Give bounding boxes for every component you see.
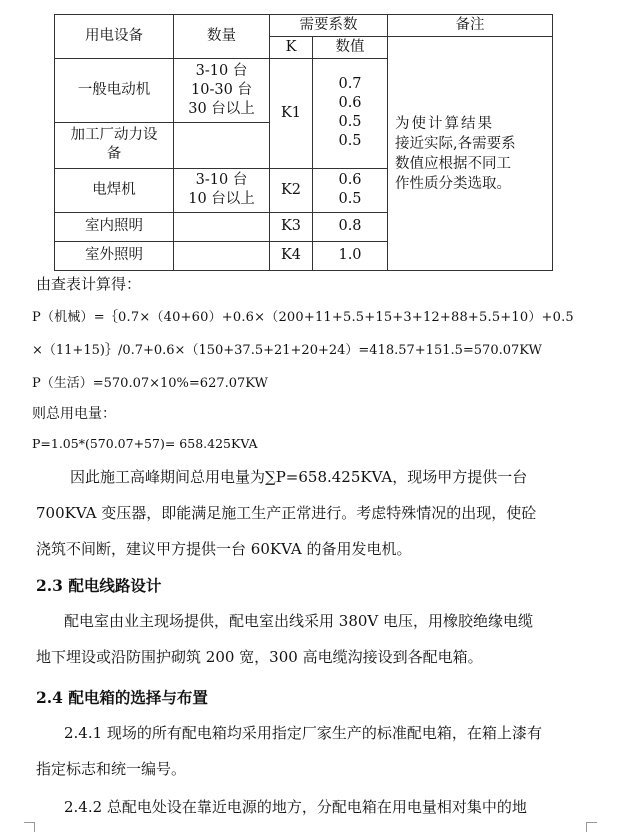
equipment-cell: 室内照明 <box>55 212 174 241</box>
k-cell: K2 <box>270 168 313 212</box>
header-remark: 备注 <box>388 15 553 37</box>
section-2-3-paragraph: 配电室由业主现场提供，配电室出线采用 380V 电压，用橡胶绝缘电缆 地下埋设或沿防围护砌筑 200 宽，300 高电缆沟接设到各配电箱。 <box>36 612 534 666</box>
k-cell: K1 <box>270 59 313 168</box>
quantity-cell <box>174 241 270 270</box>
p-mechanical-line-1: P（机械）=｛0.7×（40+60）+0.6×（200+11+5.5+15+3+12+88+5.5+10）+0.5 <box>32 310 574 325</box>
values-cell: 0.8 <box>313 212 388 241</box>
section-2-4-2-paragraph: 2.4.2 总配电处设在靠近电源的地方，分配电箱在用电量相对集中的地 <box>64 798 527 816</box>
values-cell: 0.6 0.5 <box>313 168 388 212</box>
total-formula: P=1.05*(570.07+57)= 658.425KVA <box>32 436 258 451</box>
remark-cell: 为使计算结果 接近实际,各需要系 数值应根据不同工 作性质分类选取。 <box>388 37 553 271</box>
header-equipment: 用电设备 <box>55 15 174 59</box>
values-cell: 0.7 0.6 0.5 0.5 <box>313 59 388 168</box>
section-2-4-title: 2.4 配电箱的选择与布置 <box>36 688 208 707</box>
equipment-cell: 加工厂动力设 备 <box>55 123 174 168</box>
equipment-cell: 电焊机 <box>55 168 174 212</box>
equipment-cell: 室外照明 <box>55 241 174 270</box>
header-demand-factor: 需要系数 <box>270 15 388 37</box>
section-2-4-1-paragraph: 2.4.1 现场的所有配电箱均采用指定厂家生产的标准配电箱，在箱上漆有 指定标志和统一编号。 <box>36 724 542 778</box>
total-label: 则总用电量： <box>32 406 116 422</box>
p-living-line: P（生活）=570.07×10%=627.07KW <box>32 376 268 391</box>
section-2-3-title: 2.3 配电线路设计 <box>36 576 162 595</box>
header-k: K <box>270 37 313 59</box>
values-cell: 1.0 <box>313 241 388 270</box>
quantity-cell <box>174 123 270 168</box>
quantity-cell: 3-10 台 10-30 台 30 台以上 <box>174 59 270 123</box>
demand-factor-table <box>54 14 553 271</box>
p-mechanical-line-2: ×（11+15)｝/0.7+0.6×（150+37.5+21+20+24）=418.57+151.5=570.07KW <box>32 343 542 358</box>
quantity-cell <box>174 212 270 241</box>
calc-intro: 由查表计算得： <box>36 275 142 293</box>
header-value: 数值 <box>313 37 388 59</box>
header-quantity: 数量 <box>174 15 270 59</box>
k-cell: K4 <box>270 241 313 270</box>
conclusion-paragraph: 因此施工高峰期间总用电量为∑P=658.425KVA，现场甲方提供一台 700KVA 变压器，即能满足施工生产正常进行。考虑特殊情况的出现，使砼 浇筑不间断，建议甲方提供一台 60KVA 的备用发电机。 <box>36 468 537 558</box>
k-cell: K3 <box>270 212 313 241</box>
quantity-cell: 3-10 台 10 台以上 <box>174 168 270 212</box>
equipment-cell: 一般电动机 <box>55 59 174 123</box>
